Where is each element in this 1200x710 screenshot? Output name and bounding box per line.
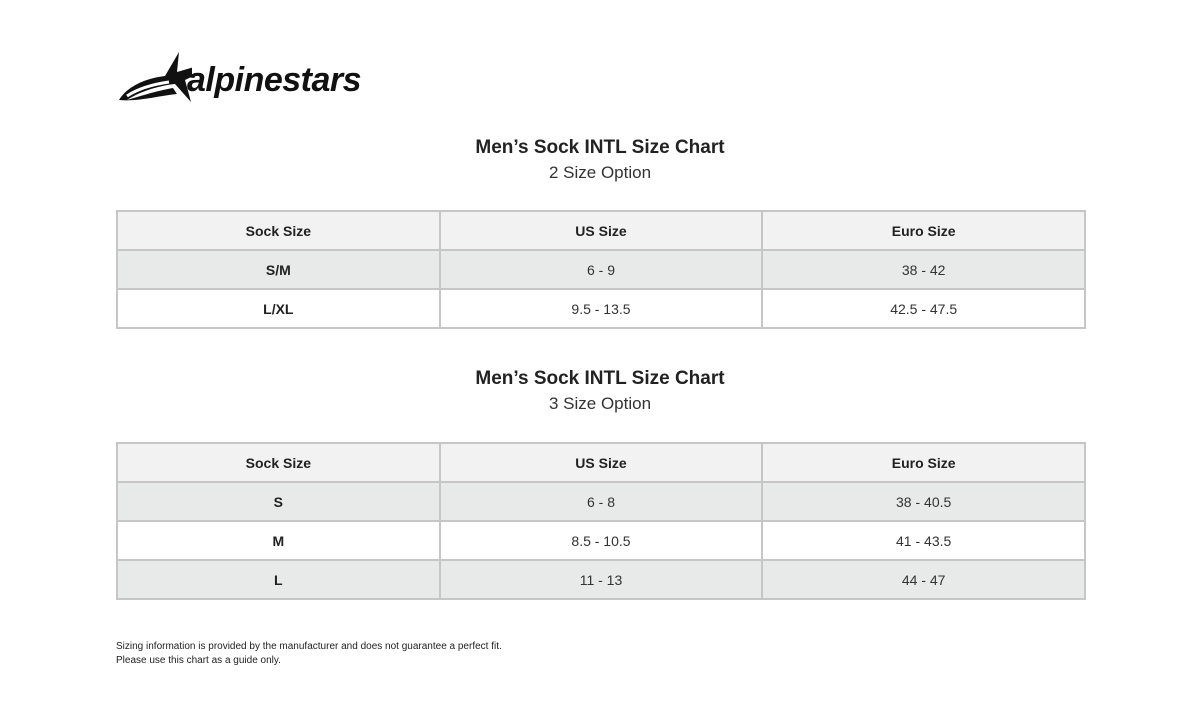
- chart-2-title: Men’s Sock INTL Size Chart: [475, 368, 725, 389]
- chart-1-title: Men’s Sock INTL Size Chart: [475, 137, 725, 158]
- sock-size-cell: S/M: [117, 250, 440, 289]
- alpinestars-star-icon: [117, 50, 192, 105]
- table-header-row: [117, 211, 1085, 250]
- size-table-2-option: [116, 210, 1086, 329]
- euro-size-cell: 44 - 47: [762, 560, 1085, 599]
- us-size-cell: 8.5 - 10.5: [440, 521, 763, 560]
- sock-size-cell: L/XL: [117, 289, 440, 328]
- euro-size-cell: 38 - 40.5: [762, 482, 1085, 521]
- table-row: [117, 560, 1085, 599]
- euro-size-cell: 41 - 43.5: [762, 521, 1085, 560]
- table-row: [117, 289, 1085, 328]
- table-header-row: [117, 443, 1085, 482]
- column-header-euro-size: Euro Size: [762, 443, 1085, 482]
- column-header-sock-size: Sock Size: [117, 211, 440, 250]
- sock-size-cell: M: [117, 521, 440, 560]
- euro-size-cell: 42.5 - 47.5: [762, 289, 1085, 328]
- column-header-us-size: US Size: [440, 443, 763, 482]
- us-size-cell: 11 - 13: [440, 560, 763, 599]
- table-row: [117, 521, 1085, 560]
- disclaimer-line-1: Sizing information is provided by the manufacturer and does not guarantee a perfect fit.: [116, 641, 502, 652]
- brand-logo: [117, 50, 392, 105]
- table-row: [117, 482, 1085, 521]
- chart-2-subtitle: 3 Size Option: [548, 394, 652, 413]
- us-size-cell: 9.5 - 13.5: [440, 289, 763, 328]
- euro-size-cell: 38 - 42: [762, 250, 1085, 289]
- sock-size-cell: S: [117, 482, 440, 521]
- us-size-cell: 6 - 9: [440, 250, 763, 289]
- disclaimer-line-2: Please use this chart as a guide only.: [116, 655, 281, 666]
- column-header-euro-size: Euro Size: [762, 211, 1085, 250]
- us-size-cell: 6 - 8: [440, 482, 763, 521]
- brand-wordmark: alpinestars: [187, 61, 362, 99]
- column-header-sock-size: Sock Size: [117, 443, 440, 482]
- chart-1-subtitle: 2 Size Option: [548, 163, 652, 182]
- table-row: [117, 250, 1085, 289]
- sock-size-cell: L: [117, 560, 440, 599]
- size-table-3-option: [116, 442, 1086, 600]
- disclaimer: [116, 640, 502, 668]
- column-header-us-size: US Size: [440, 211, 763, 250]
